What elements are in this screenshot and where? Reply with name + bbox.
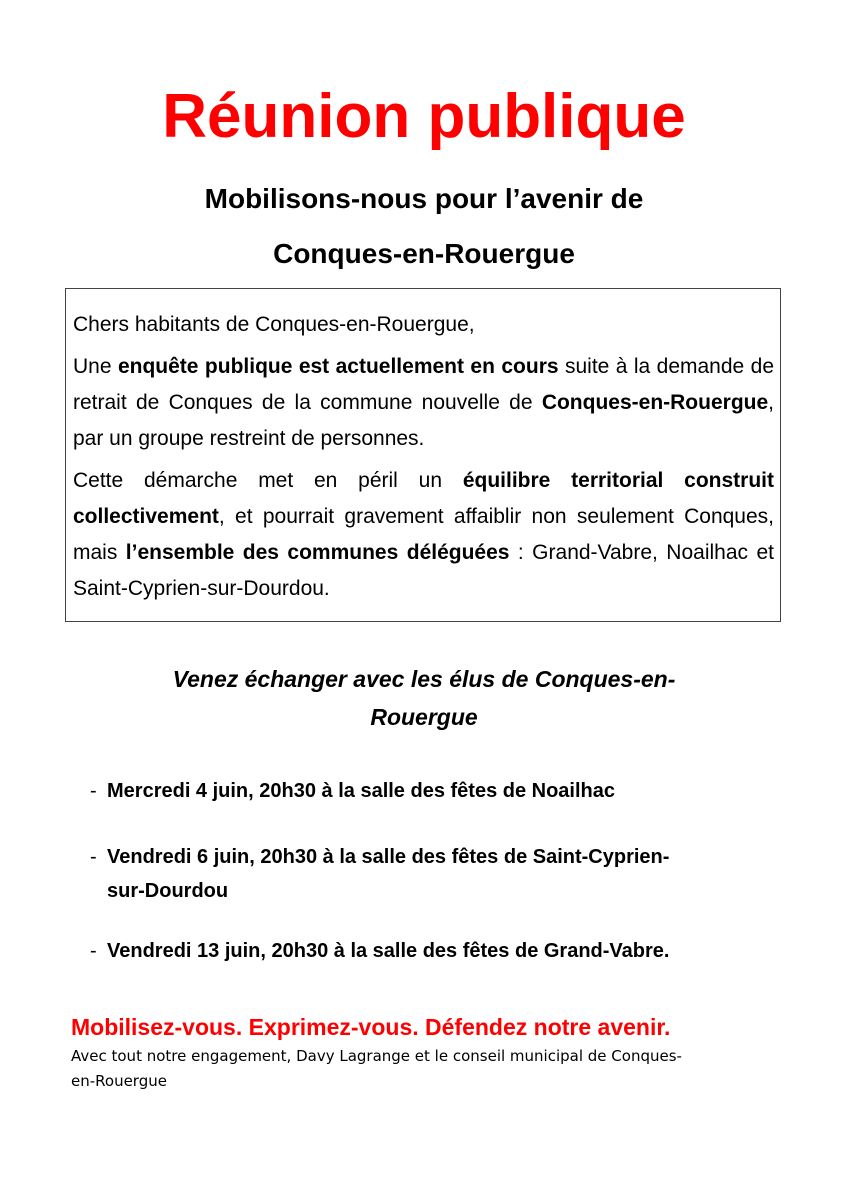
paragraph-inquiry-text-2: suite à la demande de retrait de Conques de la commune nouvelle de (73, 355, 775, 414)
session-text-continued: sur-Dourdou (107, 880, 229, 902)
paragraph-risk-text-3: : Grand-Vabre, Noailhac et Saint-Cyprien-sur-Dourdou. (73, 541, 774, 600)
session-text: Vendredi 6 juin, 20h30 à la salle des fêtes de Saint-Cyprien- (107, 846, 670, 868)
list-dash: - (90, 780, 97, 802)
paragraph-inquiry-text-1: Une (73, 355, 118, 378)
paragraph-inquiry-bold-2: Conques-en-Rouergue (541, 391, 769, 414)
slogan: Mobilisez-vous. Exprimez-vous. Défendez notre avenir. (71, 1014, 671, 1040)
list-dash: - (90, 940, 97, 962)
signoff (71, 1044, 761, 1094)
paragraph-inquiry-bold-1: enquête publique est actuellement en cours (117, 355, 559, 378)
paragraph-inquiry-text-3: , par un groupe restreint de personnes. (73, 391, 774, 450)
paragraph-risk-text-2: , et pourrait gravement affaiblir non seulement Conques, mais (73, 505, 774, 564)
paragraph-inquiry (73, 349, 774, 457)
paragraph-risk (73, 463, 774, 607)
signoff-line-2: en-Rouergue (71, 1072, 167, 1090)
subtitle-line-1: Mobilisons-nous pour l’avenir de (204, 183, 644, 214)
session-text: Vendredi 13 juin, 20h30 à la salle des fêtes de Grand-Vabre. (107, 940, 670, 962)
paragraph-risk-bold-2: l’ensemble des communes déléguées (125, 541, 510, 564)
signoff-line-1: Avec tout notre engagement, Davy Lagrange et le conseil municipal de Conques- (71, 1047, 682, 1065)
paragraph-risk-bold-1: équilibre territorial construit collectivement (73, 469, 774, 528)
meeting-session (90, 774, 770, 808)
paragraph-risk-text-1: Cette démarche met en péril un (73, 469, 463, 492)
call-to-action-line-1: Venez échanger avec les élus de Conques-en- (172, 666, 676, 692)
greeting: Chers habitants de Conques-en-Rouergue, (73, 313, 475, 336)
subtitle-line-2: Conques-en-Rouergue (273, 238, 575, 269)
page-title: Réunion publique (162, 82, 686, 151)
meeting-session (90, 840, 770, 908)
list-dash: - (90, 846, 97, 868)
session-text: Mercredi 4 juin, 20h30 à la salle des fêtes de Noailhac (107, 780, 616, 802)
message-box (65, 288, 781, 622)
meeting-session (90, 934, 770, 968)
call-to-action-line-2: Rouergue (370, 704, 478, 730)
